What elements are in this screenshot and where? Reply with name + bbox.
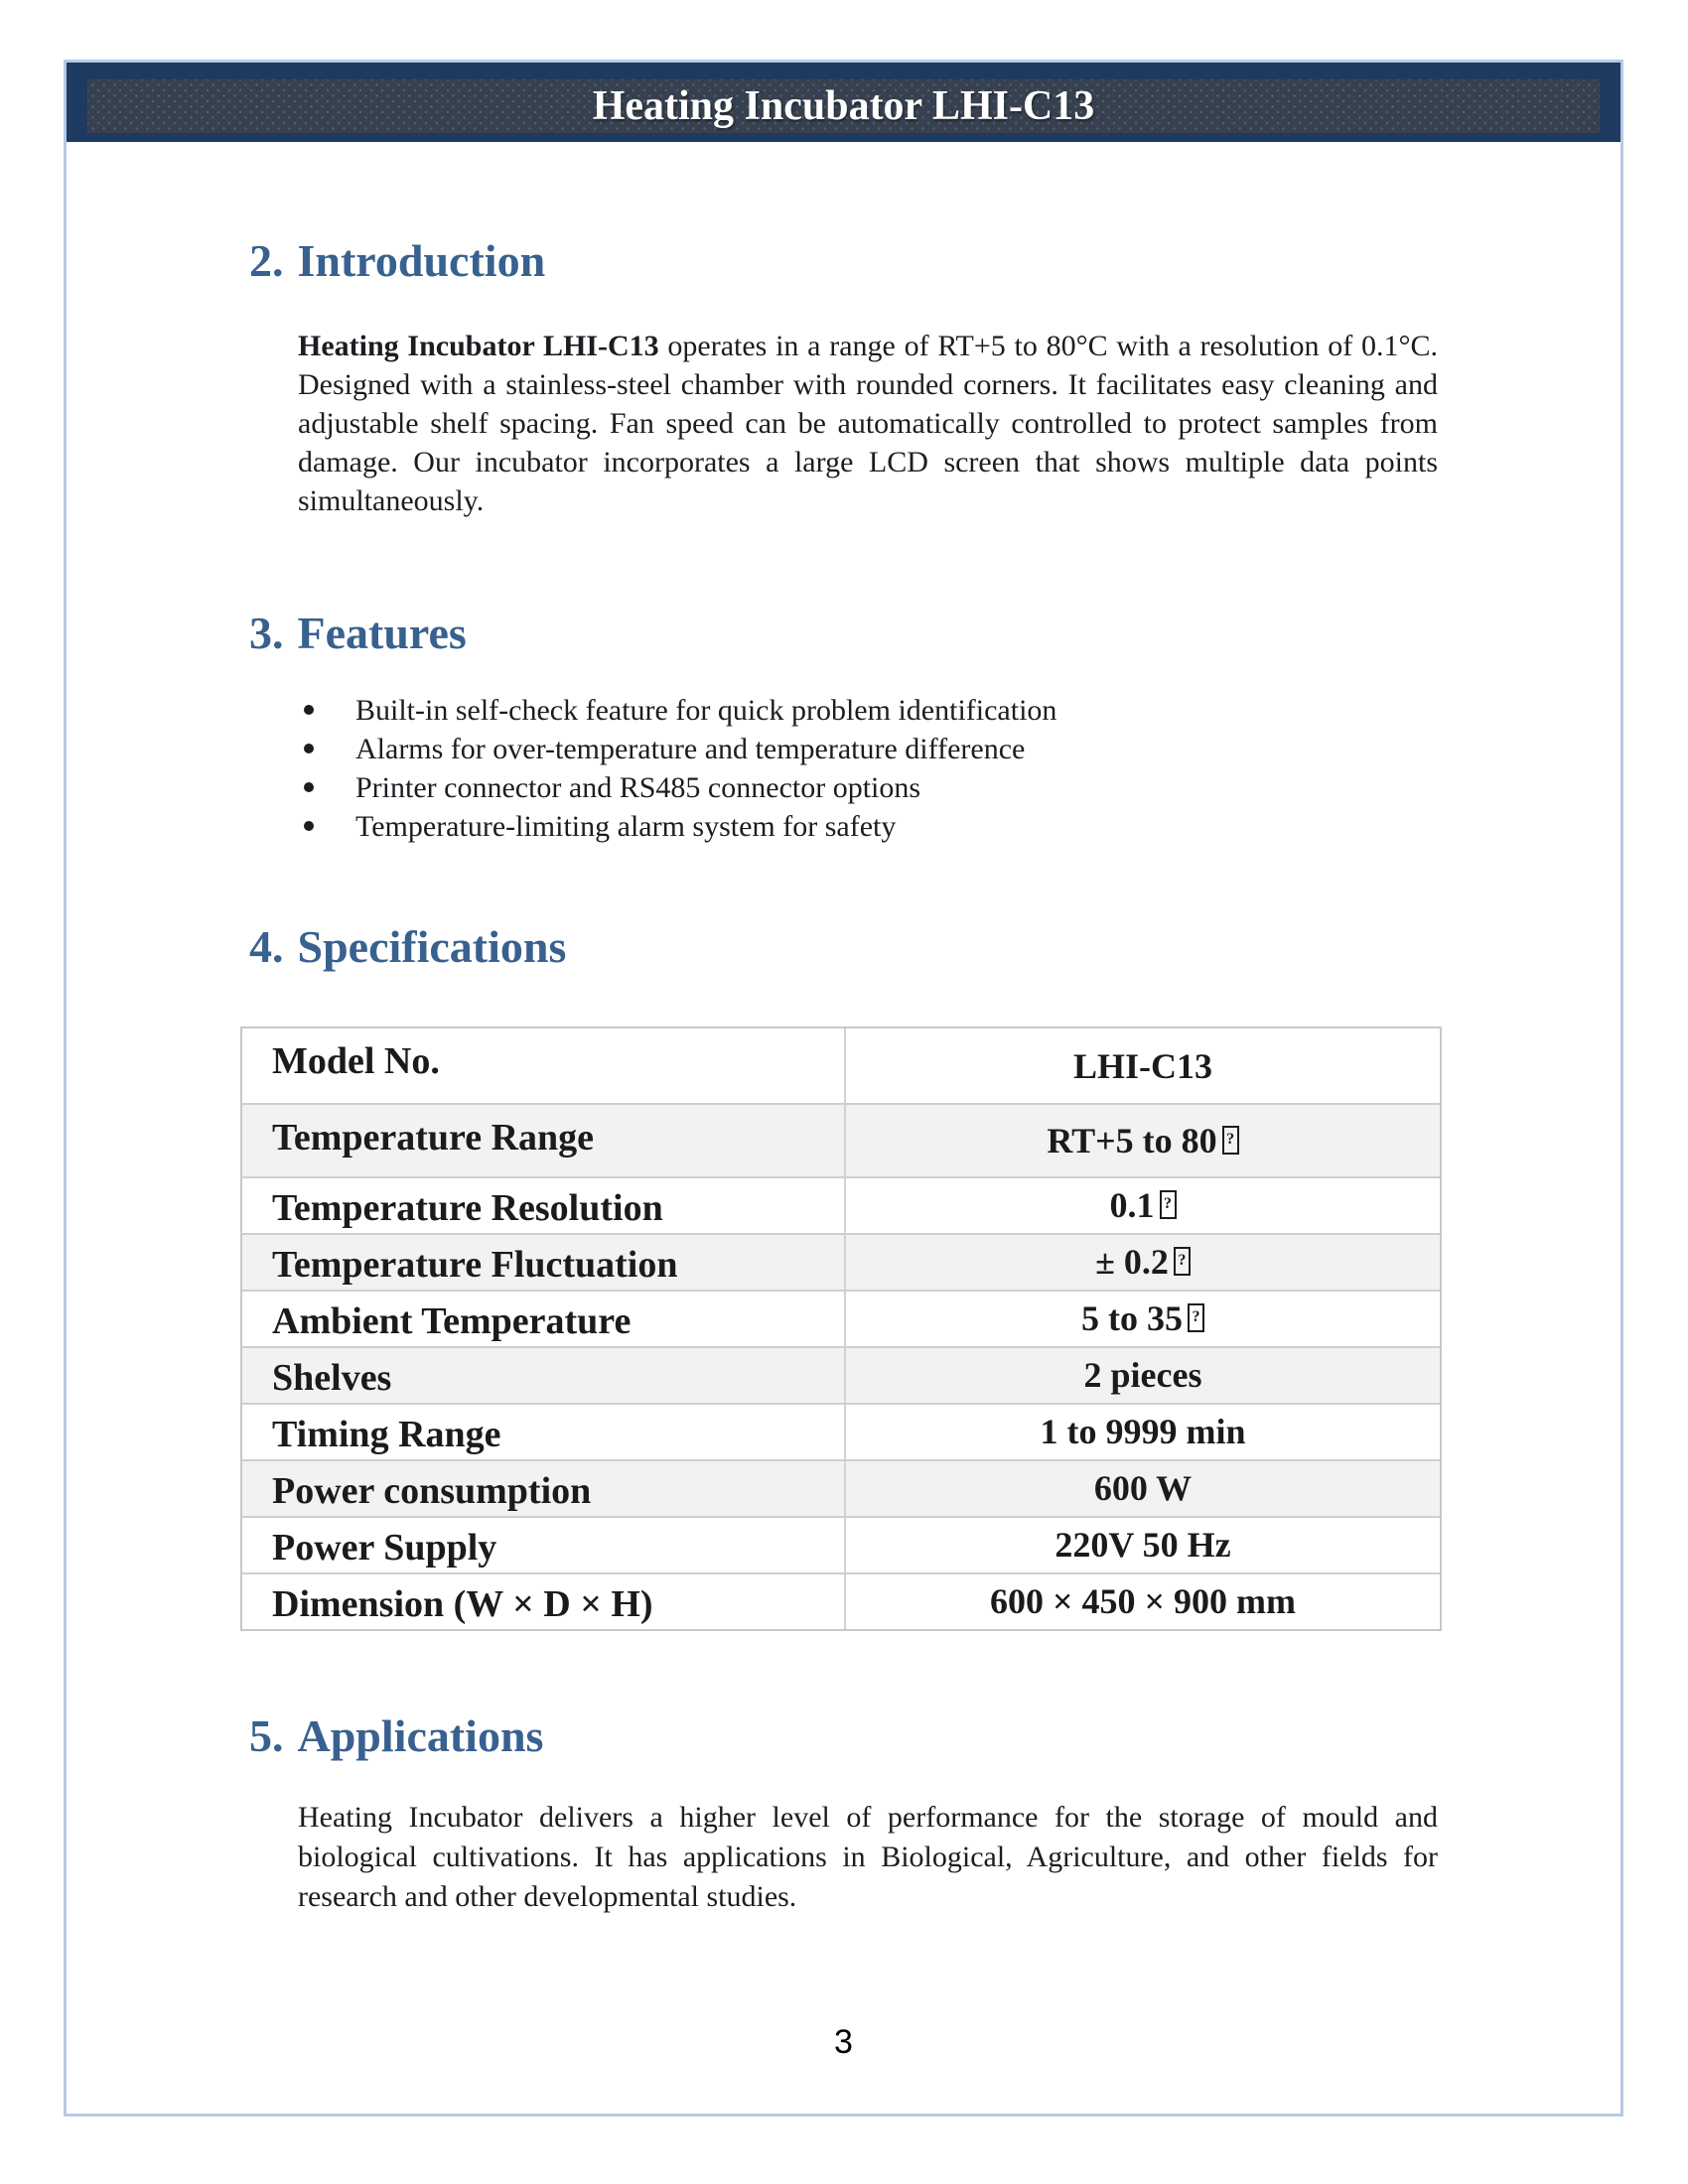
spec-label-cell: Ambient Temperature: [272, 1300, 632, 1342]
bullet-icon: [304, 821, 314, 831]
missing-glyph-icon: [1160, 1190, 1177, 1219]
table-row: [242, 1459, 1440, 1516]
table-row: [242, 1516, 1440, 1572]
section-heading-introduction: [249, 237, 1438, 285]
bullet-item-text: Temperature-limiting alarm system for safety: [355, 810, 897, 843]
introduction-paragraph: [298, 327, 1438, 520]
title-banner: [67, 63, 1620, 142]
section-title: Features: [297, 608, 467, 658]
table-row: [242, 1233, 1440, 1290]
document-page: [64, 60, 1623, 2116]
bullet-item-text: Alarms for over-temperature and temperature difference: [355, 733, 1026, 765]
table-row: [242, 1572, 1440, 1629]
introduction-lead-bold: Heating Incubator LHI-C13: [298, 330, 659, 362]
section-heading-specifications: [249, 923, 1438, 971]
missing-glyph-icon: [1188, 1303, 1204, 1332]
features-bullet-list: [298, 691, 1438, 846]
page-number: 3: [834, 2023, 853, 2061]
missing-glyph-icon: [1222, 1126, 1239, 1155]
spec-label-cell: Temperature Resolution: [272, 1187, 663, 1229]
spec-value-cell: RT+5 to 80?: [844, 1105, 1440, 1176]
spec-value-cell: 5 to 35?: [844, 1292, 1440, 1346]
table-row: [242, 1290, 1440, 1346]
spec-value-cell: 600 W: [844, 1461, 1440, 1516]
table-row: [242, 1103, 1440, 1176]
section-title: Introduction: [297, 235, 546, 286]
spec-label-cell: Model No.: [272, 1040, 440, 1082]
section-title: Applications: [297, 1710, 544, 1761]
table-row: [242, 1346, 1440, 1403]
spec-value-cell: 220V 50 Hz: [844, 1518, 1440, 1572]
bullet-item: [298, 691, 1438, 730]
section-title: Specifications: [297, 921, 567, 972]
section-number: 5.: [249, 1710, 284, 1761]
section-number: 2.: [249, 235, 284, 286]
section-heading-features: [249, 610, 1438, 657]
table-row: [242, 1403, 1440, 1459]
bullet-item-text: Built-in self-check feature for quick problem identification: [355, 694, 1057, 727]
bullet-item-text: Printer connector and RS485 connector options: [355, 771, 921, 804]
specifications-table: [240, 1026, 1442, 1631]
spec-label-cell: Dimension (W × D × H): [272, 1583, 653, 1625]
spec-value-cell: 0.1?: [844, 1178, 1440, 1233]
spec-label-cell: Temperature Range: [272, 1117, 595, 1159]
spec-label-cell: Timing Range: [272, 1414, 501, 1455]
page-content: [67, 237, 1620, 2064]
spec-label-cell: Shelves: [272, 1357, 392, 1399]
spec-value-cell: 2 pieces: [844, 1348, 1440, 1403]
spec-value-cell: LHI-C13: [844, 1028, 1440, 1103]
spec-label-cell: Power consumption: [272, 1470, 592, 1512]
bullet-icon: [304, 705, 314, 715]
document-title: Heating Incubator LHI-C13: [592, 83, 1095, 129]
applications-paragraph: Heating Incubator delivers a higher level of performance for the storage of mould and biological cultivations. It has applications in Biological, Agriculture, and other fields for research and other developmental studies.: [298, 1801, 1438, 1913]
title-banner-panel: [87, 79, 1600, 133]
introduction-body-text: operates in a range of RT+5 to 80°C with a resolution of 0.1°C. Designed with a stainless-steel chamber with rounded corners. It facilitates easy cleaning and adjustable shelf spacing. Fan speed can be automatically controlled to protect samples from damage. Our incubator incorporates a large LCD screen that shows multiple data points simultaneously.: [298, 330, 1438, 517]
spec-value-cell: ± 0.2?: [844, 1235, 1440, 1290]
table-row: [242, 1176, 1440, 1233]
spec-value-cell: 1 to 9999 min: [844, 1405, 1440, 1459]
spec-value-cell: 600 × 450 × 900 mm: [844, 1574, 1440, 1629]
spec-label-cell: Power Supply: [272, 1527, 497, 1569]
bullet-icon: [304, 744, 314, 753]
section-number: 4.: [249, 921, 284, 972]
bullet-icon: [304, 782, 314, 792]
section-heading-applications: [249, 1712, 1438, 1760]
section-number: 3.: [249, 608, 284, 658]
table-row: [242, 1028, 1440, 1103]
spec-label-cell: Temperature Fluctuation: [272, 1244, 678, 1286]
missing-glyph-icon: [1174, 1247, 1191, 1276]
bullet-item: [298, 807, 1438, 846]
bullet-item: [298, 730, 1438, 768]
bullet-item: [298, 768, 1438, 807]
